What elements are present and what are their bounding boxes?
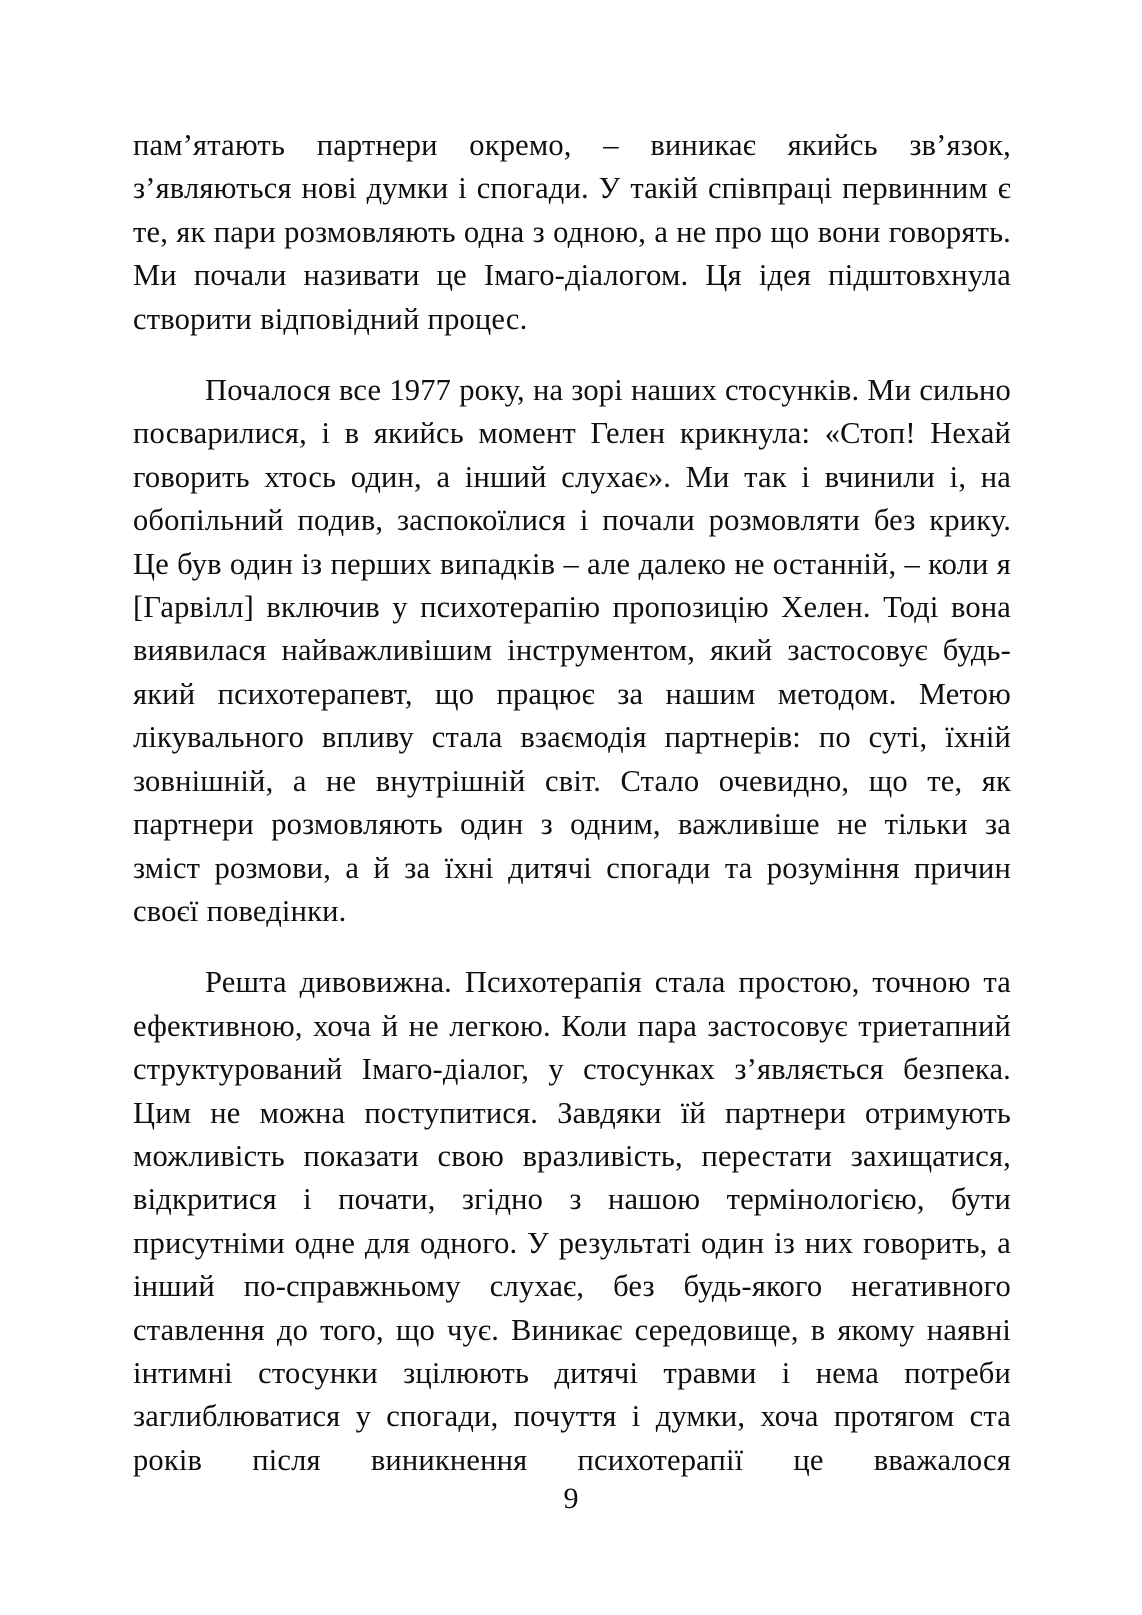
paragraph-2: Почалося все 1977 року, на зорі наших стосунків. Ми сильно посварилися, і в якийсь момент Гелен крикнула: «Стоп! Нехай говорить хтось один, а інший слухає». Ми так і вчинили і, на обопільний подив, заспокоїлися і почали розмовляти без крику. Це був один із перших випадків – але далеко не останній, – коли я [Гарвілл] включив у психотерапію пропозицію Хелен. Тоді вона виявилася найважливішим інструментом, який застосовує будь-який психотерапевт, що працює за нашим методом. Метою лікувального впливу стала взаємодія партнерів: по суті, їхній зовнішній, а не внутрішній світ. Стало очевидно, що те, як партнери розмовляють один з одним, важливіше не тільки за зміст розмови, а й за їхні дитячі спогади та розуміння причин своєї поведінки. <box>133 373 1011 928</box>
paragraph-1: пам’ятають партнери окремо, – виникає якийсь зв’язок, з’являються нові думки і спогади. У такій співпраці первинним є те, як пари розмовляють одна з одною, а не про що вони говорять. Ми почали називати це Імаго-діалогом. Ця ідея підштовхнула створити відповідний процес. <box>133 128 1011 336</box>
paragraph-3: Решта дивовижна. Психотерапія стала простою, точною та ефективною, хоча й не легкою. Коли пара застосовує триетапний структурований Імаго-діалог, у стосунках з’являється безпека. Цим не можна поступитися. Завдяки їй партнери отримують можливість показати свою вразливість, перестати захищатися, відкритися і почати, згідно з нашою термінологією, бути присутніми одне для одного. У результаті один із них говорить, а інший по-справжньому слухає, без будь-якого негативного ставлення до того, що чує. Виникає середовище, в якому наявні інтимні стосунки зцілюють дитячі травми і нема потреби заглиблюватися у спогади, почуття і думки, хоча протягом ста років після виникнення психотерапії це вважалося <box>133 965 1011 1477</box>
page-number: 9 <box>563 1482 579 1515</box>
body-text-column <box>133 124 1011 1482</box>
